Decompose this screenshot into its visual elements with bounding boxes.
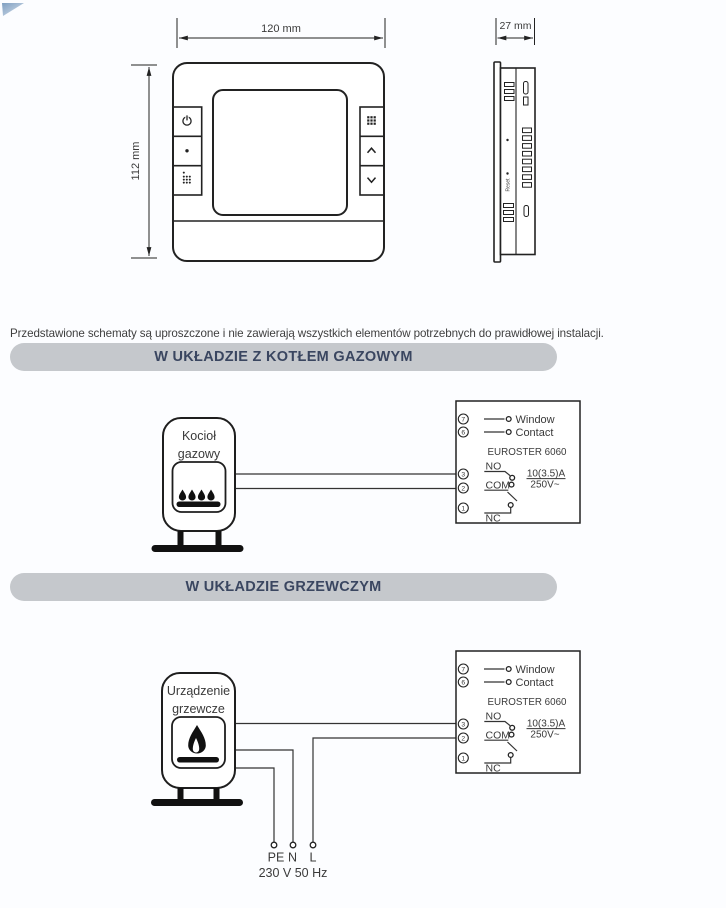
gas-boiler-diagram <box>152 401 581 552</box>
section-title-heating: W UKŁADZIE GRZEWCZYM <box>185 579 382 595</box>
technical-drawings: 7 6 3 2 1 Window Contact EUROSTER 6060 NO COM NC 10(3.5)A 250V~ 120 mm 112 mm 27 mm Reset Kocioł gazowy Urządzenie grzewcze PE N L 230 V 50 Hz <box>0 0 726 908</box>
front-width-label: 120 mm <box>261 23 301 35</box>
gas-boiler-label-2: gazowy <box>177 447 221 461</box>
thermostat-screen <box>213 90 347 215</box>
front-height-label: 112 mm <box>130 141 142 181</box>
gas-boiler-label-1: Kocioł <box>181 429 217 443</box>
mains-label-pe: PE <box>267 850 285 865</box>
relay-box-heating <box>456 651 580 775</box>
heating-device-label-2: grzewcze <box>172 702 225 716</box>
mains-rating-label: 230 V 50 Hz <box>258 866 328 880</box>
mains-terminal-points <box>271 842 316 848</box>
section-title-gas-boiler: W UKŁADZIE Z KOTŁEM GAZOWYM <box>154 349 413 365</box>
disclaimer-note: Przedstawione schematy są uproszczone i nie zawierają wszystkich elementów potrzebnych do prawidłowej instalacji. <box>10 326 604 340</box>
heating-wires <box>235 724 456 843</box>
heating-device-stand <box>151 788 243 806</box>
side-view <box>494 18 535 262</box>
section-banner-heating <box>10 573 557 601</box>
heating-device-label-1: Urządzenie <box>166 684 231 698</box>
side-depth-label: 27 mm <box>499 20 532 32</box>
side-front-panel <box>494 62 501 262</box>
side-screw-dot-top <box>506 139 508 141</box>
relay-box-gas <box>456 401 580 525</box>
front-view <box>130 18 385 261</box>
keypad-grid-icon <box>367 116 376 125</box>
mains-label-n: N <box>287 850 298 865</box>
reset-label: Reset <box>505 178 512 192</box>
gas-boiler-wires <box>235 474 456 489</box>
mains-label-l: L <box>309 850 317 865</box>
gas-boiler-stand <box>152 531 244 552</box>
heating-diagram <box>151 651 580 880</box>
section-banner-gas-boiler <box>10 343 557 371</box>
page-corner-decoration <box>2 3 24 16</box>
led-dot-icon <box>185 149 188 152</box>
side-screw-dot-bottom <box>506 172 508 174</box>
